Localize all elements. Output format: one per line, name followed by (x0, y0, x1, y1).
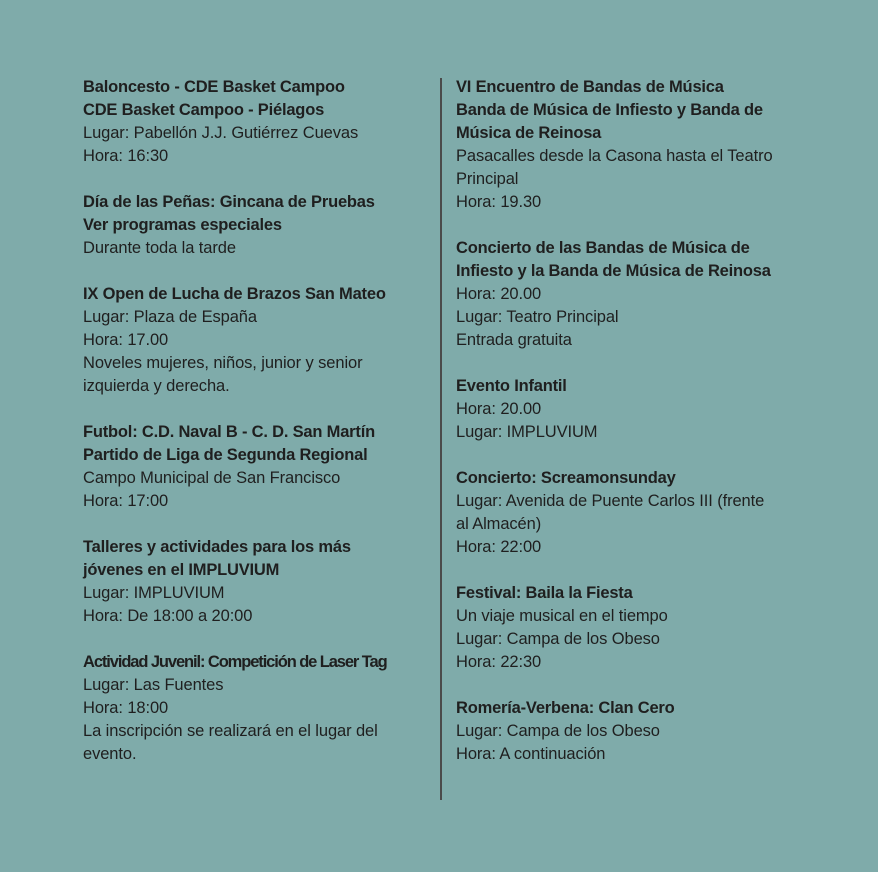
left-column (83, 76, 423, 789)
event-title: CDE Basket Campoo - Piélagos (83, 101, 325, 119)
event-detail: Pasacalles desde la Casona hasta el Teatro (456, 147, 773, 165)
event-title: IX Open de Lucha de Brazos San Mateo (83, 285, 386, 303)
event-detail: Lugar: IMPLUVIUM (456, 423, 598, 441)
event-title: jóvenes en el IMPLUVIUM (83, 561, 280, 579)
event-detail: Hora: 18:00 (83, 699, 169, 717)
event-detail: Hora: De 18:00 a 20:00 (83, 607, 253, 625)
event-right-4 (456, 467, 816, 559)
column-divider (440, 78, 442, 800)
right-column (456, 76, 816, 789)
event-detail: Lugar: Plaza de España (83, 308, 257, 326)
event-detail: Hora: 17.00 (83, 331, 169, 349)
event-title: Romería-Verbena: Clan Cero (456, 699, 675, 717)
event-title: Música de Reinosa (456, 124, 602, 142)
event-left-4 (83, 421, 423, 513)
event-title: Concierto: Screamonsunday (456, 469, 676, 487)
event-title: Actividad Juvenil: Competición de Laser Tag (83, 653, 387, 671)
event-detail: Noveles mujeres, niños, junior y senior (83, 354, 363, 372)
event-detail: Un viaje musical en el tiempo (456, 607, 668, 625)
event-detail: Hora: 17:00 (83, 492, 169, 510)
event-detail: Lugar: Campa de los Obeso (456, 630, 660, 648)
event-detail: Lugar: Campa de los Obeso (456, 722, 660, 740)
event-title: Infiesto y la Banda de Música de Reinosa (456, 262, 771, 280)
event-left-2 (83, 191, 423, 260)
event-detail: al Almacén) (456, 515, 542, 533)
event-title: Partido de Liga de Segunda Regional (83, 446, 368, 464)
event-detail: Durante toda la tarde (83, 239, 236, 257)
event-left-5 (83, 536, 423, 628)
event-right-5 (456, 582, 816, 674)
event-detail: Lugar: Teatro Principal (456, 308, 619, 326)
event-title: VI Encuentro de Bandas de Música (456, 78, 724, 96)
event-detail: Entrada gratuita (456, 331, 572, 349)
event-detail: Campo Municipal de San Francisco (83, 469, 341, 487)
event-detail: Lugar: IMPLUVIUM (83, 584, 225, 602)
event-title: Concierto de las Bandas de Música de (456, 239, 750, 257)
event-detail: Hora: 20.00 (456, 285, 542, 303)
event-detail: Principal (456, 170, 519, 188)
event-left-1 (83, 76, 423, 168)
event-title: Futbol: C.D. Naval B - C. D. San Martín (83, 423, 375, 441)
event-detail: Hora: 22:30 (456, 653, 542, 671)
event-right-2 (456, 237, 816, 352)
event-detail: Hora: 16:30 (83, 147, 169, 165)
event-left-3 (83, 283, 423, 398)
event-detail: Lugar: Pabellón J.J. Gutiérrez Cuevas (83, 124, 359, 142)
event-title: Día de las Peñas: Gincana de Pruebas (83, 193, 375, 211)
event-detail: Lugar: Las Fuentes (83, 676, 224, 694)
event-title: Baloncesto - CDE Basket Campoo (83, 78, 345, 96)
event-detail: Hora: 20.00 (456, 400, 542, 418)
event-detail: Hora: 19.30 (456, 193, 542, 211)
event-detail: Hora: 22:00 (456, 538, 542, 556)
event-right-1 (456, 76, 816, 214)
event-detail: Hora: A continuación (456, 745, 606, 763)
event-right-6 (456, 697, 816, 766)
event-detail: izquierda y derecha. (83, 377, 230, 395)
event-title: Evento Infantil (456, 377, 567, 395)
event-detail: Lugar: Avenida de Puente Carlos III (frente (456, 492, 765, 510)
event-title: Talleres y actividades para los más (83, 538, 351, 556)
event-title: Festival: Baila la Fiesta (456, 584, 633, 602)
event-right-3 (456, 375, 816, 444)
event-title: Ver programas especiales (83, 216, 282, 234)
event-detail: La inscripción se realizará en el lugar del (83, 722, 378, 740)
event-left-6 (83, 651, 423, 766)
event-title: Banda de Música de Infiesto y Banda de (456, 101, 763, 119)
event-detail: evento. (83, 745, 137, 763)
